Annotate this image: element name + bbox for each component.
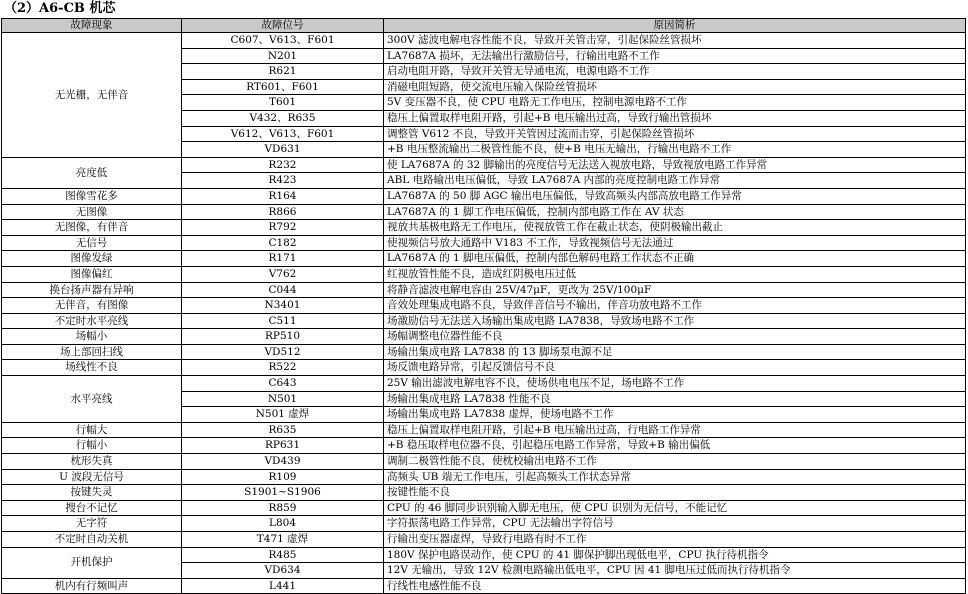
fault-cause-cell: +B 稳压取样电位器不良，引起稳压电路工作异常，导致+B 输出偏低 [384, 438, 966, 454]
fault-cause-cell: 场激励信号无法送入场输出集成电路 LA7838，导致场电路不工作 [384, 313, 966, 329]
header-phenomenon: 故障现象 [2, 19, 182, 33]
fault-position-cell: R423 [182, 173, 384, 189]
fault-position-cell: R621 [182, 64, 384, 80]
table-row [2, 266, 966, 282]
fault-cause-cell: 使 LA7687A 的 32 脚输出的亮度信号无法送入视放电路，导致视放电路工作异常 [384, 157, 966, 173]
fault-cause-cell: 按键性能不良 [384, 485, 966, 501]
fault-position-cell: V432、R635 [182, 110, 384, 126]
fault-phenomenon-cell: 无光栅，无伴音 [2, 33, 182, 158]
fault-phenomenon-cell: 场上部回扫线 [2, 344, 182, 360]
fault-cause-cell: 高频头 UB 端无工作电压，引起高频头工作状态异常 [384, 469, 966, 485]
fault-cause-cell: 300V 滤波电解电容性能不良，导致开关管击穿，引起保险丝管损坏 [384, 33, 966, 49]
fault-position-cell: N3401 [182, 298, 384, 314]
fault-position-cell: C607、V613、F601 [182, 33, 384, 49]
fault-cause-cell: 25V 输出滤波电解电容不良，使场供电电压不足，场电路不工作 [384, 376, 966, 392]
fault-cause-cell: 视放共基极电路无工作电压，使视放管工作在截止状态，使阴极输出截止 [384, 220, 966, 236]
fault-cause-cell: ABL 电路输出电压偏低，导致 LA7687A 内部的亮度控制电路工作异常 [384, 173, 966, 189]
fault-position-cell: R164 [182, 188, 384, 204]
fault-position-cell: T601 [182, 95, 384, 111]
table-row [2, 422, 966, 438]
table-row [2, 485, 966, 501]
fault-cause-cell: 消磁电阻短路，使交流电压输入保险丝管损坏 [384, 79, 966, 95]
table-row [2, 33, 966, 49]
fault-phenomenon-cell: 图像偏红 [2, 266, 182, 282]
fault-position-cell: R485 [182, 547, 384, 563]
fault-position-cell: R522 [182, 360, 384, 376]
fault-position-cell: VD512 [182, 344, 384, 360]
fault-position-cell: V762 [182, 266, 384, 282]
fault-cause-cell: LA7687A 的 1 脚电压偏低，控制内部色解码电路工作状态不正确 [384, 251, 966, 267]
fault-phenomenon-cell: U 波段无信号 [2, 469, 182, 485]
fault-phenomenon-cell: 换台扬声器有异响 [2, 282, 182, 298]
fault-cause-cell: LA7687A 的 1 脚工作电压偏低，控制内部电路工作在 AV 状态 [384, 204, 966, 220]
fault-phenomenon-cell: 图像发绿 [2, 251, 182, 267]
fault-phenomenon-cell: 图像雪花多 [2, 188, 182, 204]
fault-phenomenon-cell: 无图像，有伴音 [2, 220, 182, 236]
table-row [2, 500, 966, 516]
fault-position-cell: C643 [182, 376, 384, 392]
table-row [2, 282, 966, 298]
fault-phenomenon-cell: 场线性不良 [2, 360, 182, 376]
table-row [2, 313, 966, 329]
fault-cause-cell: 行线性电感性能不良 [384, 578, 966, 594]
fault-position-cell: C044 [182, 282, 384, 298]
fault-position-cell: RT601、F601 [182, 79, 384, 95]
fault-cause-cell: LA7687A 损坏，无法输出行激励信号，行输出电路不工作 [384, 48, 966, 64]
table-header-row [2, 19, 966, 33]
fault-cause-cell: 启动电阻开路，导致开关管无导通电流，电源电路不工作 [384, 64, 966, 80]
fault-phenomenon-cell: 不定时自动关机 [2, 532, 182, 548]
fault-cause-cell: 场反馈电路异常，引起反馈信号不良 [384, 360, 966, 376]
fault-cause-cell: +B 电压整流输出二极管性能不良，使+B 电压无输出，行输出电路不工作 [384, 142, 966, 158]
fault-phenomenon-cell: 行幅大 [2, 422, 182, 438]
table-row [2, 235, 966, 251]
table-row [2, 344, 966, 360]
fault-position-cell: VD631 [182, 142, 384, 158]
fault-phenomenon-cell: 开机保护 [2, 547, 182, 578]
fault-cause-cell: 稳压上偏置取样电阻开路，引起+B 电压输出过高，导致行输出管损坏 [384, 110, 966, 126]
fault-position-cell: N501 [182, 391, 384, 407]
fault-phenomenon-cell: 机内有行频叫声 [2, 578, 182, 594]
fault-cause-cell: 场幅调整电位器性能不良 [384, 329, 966, 345]
fault-phenomenon-cell: 水平亮线 [2, 376, 182, 423]
table-row [2, 360, 966, 376]
fault-cause-cell: 字符振荡电路工作异常，CPU 无法输出字符信号 [384, 516, 966, 532]
fault-position-cell: L441 [182, 578, 384, 594]
fault-position-cell: T471 虚焊 [182, 532, 384, 548]
fault-position-cell: N501 虚焊 [182, 407, 384, 423]
fault-phenomenon-cell: 无伴音，有图像 [2, 298, 182, 314]
fault-cause-cell: 调制二极管性能不良，使枕校输出电路不工作 [384, 454, 966, 470]
fault-phenomenon-cell: 按键失灵 [2, 485, 182, 501]
fault-cause-cell: 稳压上偏置取样电阻开路，引起+B 电压输出过高，行电路工作异常 [384, 422, 966, 438]
table-row [2, 578, 966, 594]
fault-position-cell: S1901~S1906 [182, 485, 384, 501]
fault-cause-cell: CPU 的 46 脚同步识别输入脚无电压，使 CPU 识别为无信号，不能记忆 [384, 500, 966, 516]
header-cause: 原因简析 [384, 19, 966, 33]
fault-position-cell: VD634 [182, 563, 384, 579]
fault-position-cell: RP631 [182, 438, 384, 454]
table-row [2, 516, 966, 532]
table-row [2, 251, 966, 267]
table-row [2, 376, 966, 392]
fault-cause-cell: LA7687A 的 50 脚 AGC 输出电压偏低，导致高频头内部高放电路工作异常 [384, 188, 966, 204]
fault-position-cell: RP510 [182, 329, 384, 345]
fault-cause-cell: 调整管 V612 不良，导致开关管因过流而击穿，引起保险丝管损坏 [384, 126, 966, 142]
fault-cause-cell: 180V 保护电路误动作，使 CPU 的 41 脚保护脚出现低电平，CPU 执行待机指令 [384, 547, 966, 563]
fault-cause-cell: 5V 变压器不良，使 CPU 电路无工作电压，控制电源电路不工作 [384, 95, 966, 111]
fault-position-cell: R866 [182, 204, 384, 220]
table-row [2, 220, 966, 236]
fault-cause-cell: 行输出变压器虚焊，导致行电路有时不工作 [384, 532, 966, 548]
fault-position-cell: R635 [182, 422, 384, 438]
fault-position-cell: VD439 [182, 454, 384, 470]
fault-phenomenon-cell: 枕形失真 [2, 454, 182, 470]
fault-position-cell: R109 [182, 469, 384, 485]
fault-cause-cell: 场输出集成电路 LA7838 性能不良 [384, 391, 966, 407]
fault-cause-cell: 使视频信号放大通路中 V183 不工作，导致视频信号无法通过 [384, 235, 966, 251]
fault-phenomenon-cell: 无图像 [2, 204, 182, 220]
fault-position-cell: L804 [182, 516, 384, 532]
table-row [2, 469, 966, 485]
fault-cause-cell: 红视放管性能不良，造成红阴极电压过低 [384, 266, 966, 282]
fault-phenomenon-cell: 行幅小 [2, 438, 182, 454]
fault-cause-cell: 场输出集成电路 LA7838 虚焊，使场电路不工作 [384, 407, 966, 423]
fault-phenomenon-cell: 不定时水平亮线 [2, 313, 182, 329]
table-row [2, 329, 966, 345]
fault-position-cell: R232 [182, 157, 384, 173]
table-row [2, 547, 966, 563]
fault-position-cell: V612、V613、F601 [182, 126, 384, 142]
table-row [2, 532, 966, 548]
fault-phenomenon-cell: 无信号 [2, 235, 182, 251]
fault-phenomenon-cell: 场幅小 [2, 329, 182, 345]
table-row [2, 454, 966, 470]
fault-position-cell: R859 [182, 500, 384, 516]
table-row [2, 204, 966, 220]
fault-phenomenon-cell: 亮度低 [2, 157, 182, 188]
section-title: （2）A6-CB 机芯 [4, 1, 116, 16]
fault-position-cell: C511 [182, 313, 384, 329]
fault-cause-cell: 将静音滤波电解电容由 25V/47μF，更改为 25V/100μF [384, 282, 966, 298]
table-row [2, 188, 966, 204]
table-row [2, 298, 966, 314]
fault-position-cell: N201 [182, 48, 384, 64]
fault-position-cell: R171 [182, 251, 384, 267]
fault-position-cell: C182 [182, 235, 384, 251]
fault-phenomenon-cell: 搜台不记忆 [2, 500, 182, 516]
table-row [2, 438, 966, 454]
fault-table [1, 18, 966, 594]
header-position: 故障位号 [182, 19, 384, 33]
fault-cause-cell: 12V 无输出，导致 12V 检测电路输出低电平，CPU 因 41 脚电压过低而执行待机指令 [384, 563, 966, 579]
table-body [2, 33, 966, 594]
fault-position-cell: R792 [182, 220, 384, 236]
fault-cause-cell: 音效处理集成电路不良，导致伴音信号不输出，伴音功放电路不工作 [384, 298, 966, 314]
table-row [2, 157, 966, 173]
fault-cause-cell: 场输出集成电路 LA7838 的 13 脚场泵电源不足 [384, 344, 966, 360]
fault-phenomenon-cell: 无字符 [2, 516, 182, 532]
